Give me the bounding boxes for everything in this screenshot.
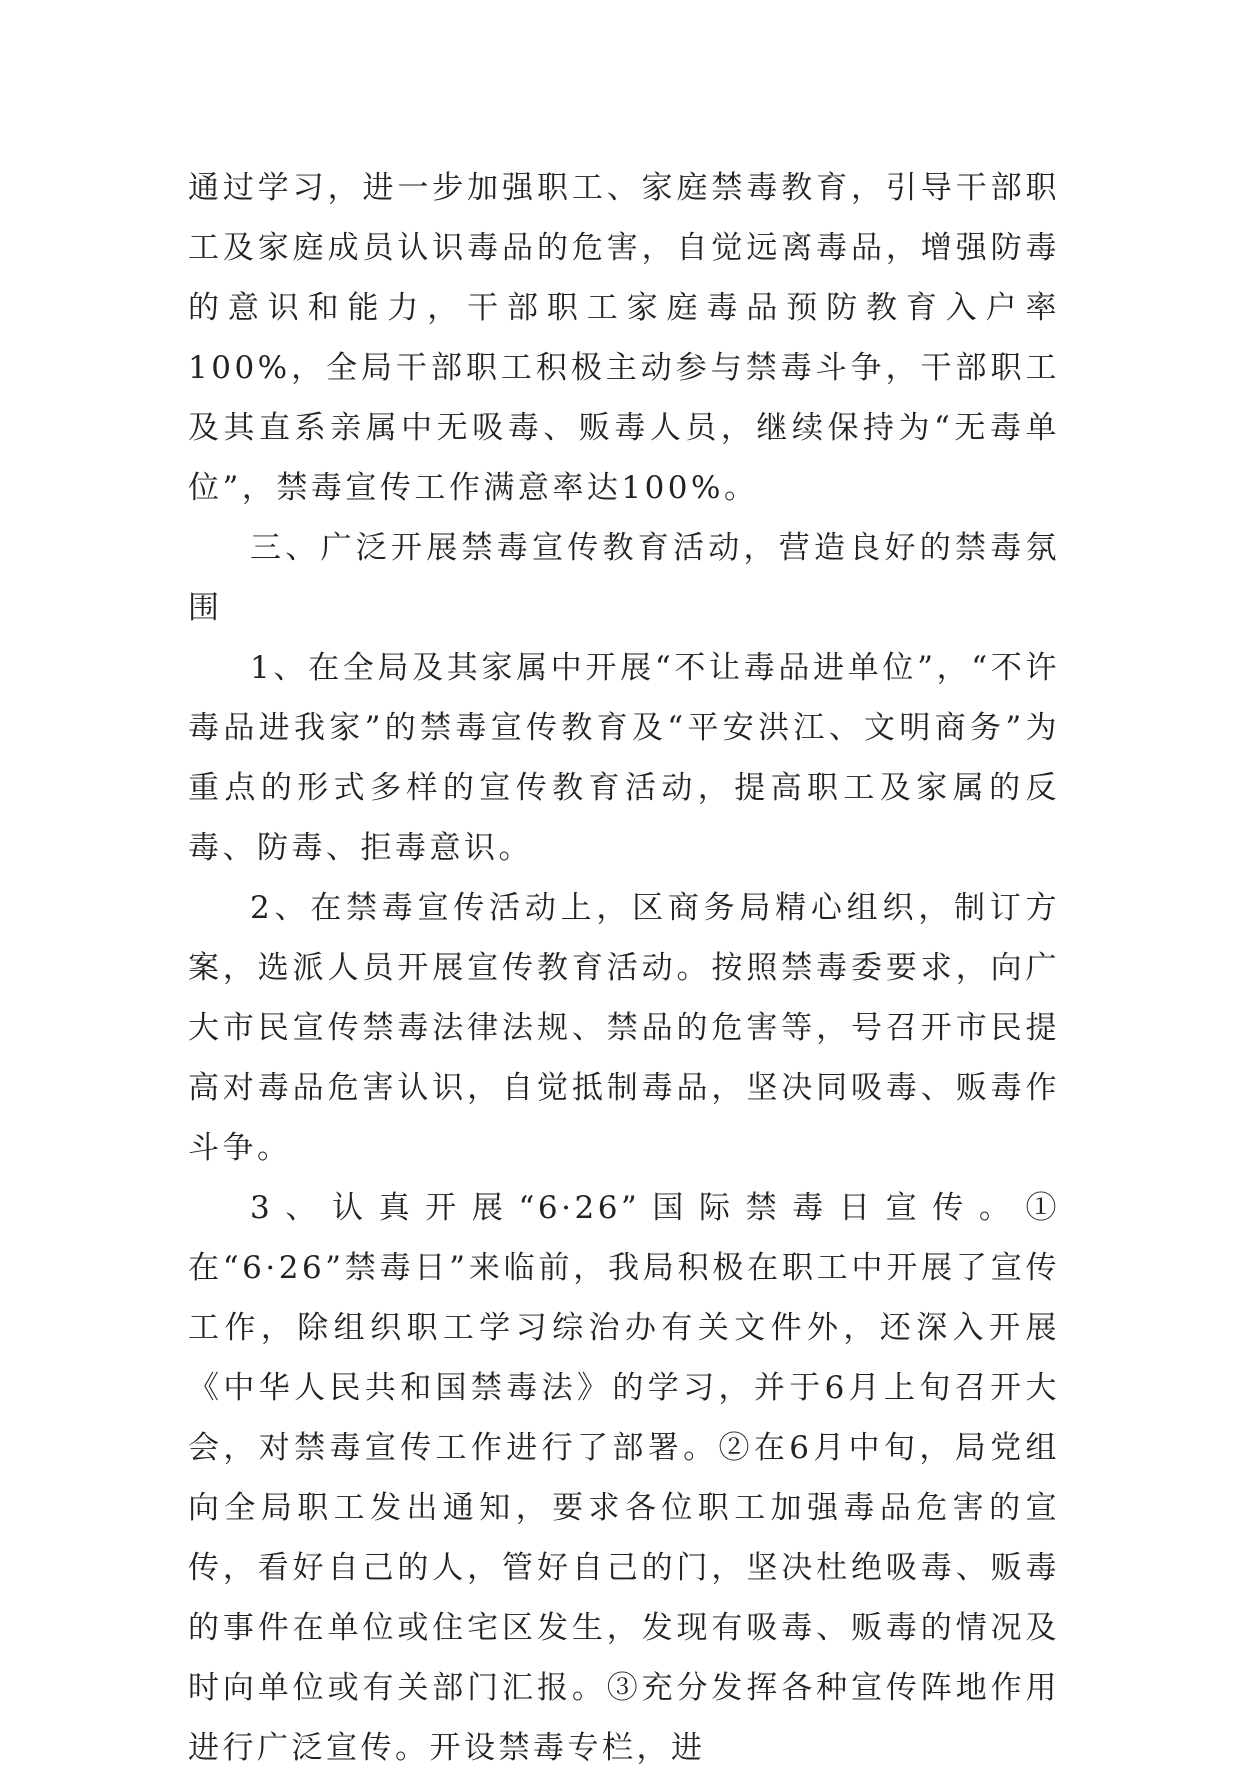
document-body [188,158,1060,1778]
paragraph-item-1: 1、在全局及其家属中开展“不让毒品进单位”，“不许毒品进我家”的禁毒宣传教育及“平安洪江、文明商务”为重点的形式多样的宣传教育活动，提高职工及家属的反毒、防毒、拒毒意识。 [188,650,1060,866]
section-heading: 三、广泛开展禁毒宣传教育活动，营造良好的禁毒氛围 [188,530,1060,626]
paragraph-continuation: 通过学习，进一步加强职工、家庭禁毒教育，引导干部职工及家庭成员认识毒品的危害，自觉远离毒品，增强防毒的意识和能力，干部职工家庭毒品预防教育入户率100%，全局干部职工积极主动参与禁毒斗争，干部职工及其直系亲属中无吸毒、贩毒人员，继续保持为“无毒单位”，禁毒宣传工作满意率达100%。 [188,170,1060,506]
paragraph-item-3: 3、认真开展“6·26”国际禁毒日宣传。①在“6·26”禁毒日”来临前，我局积极在职工中开展了宣传工作，除组织职工学习综治办有关文件外，还深入开展《中华人民共和国禁毒法》的学习，并于6月上旬召开大会，对禁毒宣传工作进行了部署。②在6月中旬，局党组向全局职工发出通知，要求各位职工加强毒品危害的宣传，看好自己的人，管好自己的门，坚决杜绝吸毒、贩毒的事件在单位或住宅区发生，发现有吸毒、贩毒的情况及时向单位或有关部门汇报。③充分发挥各种宣传阵地作用进行广泛宣传。开设禁毒专栏，进 [188,1190,1060,1766]
paragraph-item-2: 2、在禁毒宣传活动上，区商务局精心组织，制订方案，选派人员开展宣传教育活动。按照禁毒委要求，向广大市民宣传禁毒法律法规、禁品的危害等，号召开市民提高对毒品危害认识，自觉抵制毒品，坚决同吸毒、贩毒作斗争。 [188,890,1060,1166]
